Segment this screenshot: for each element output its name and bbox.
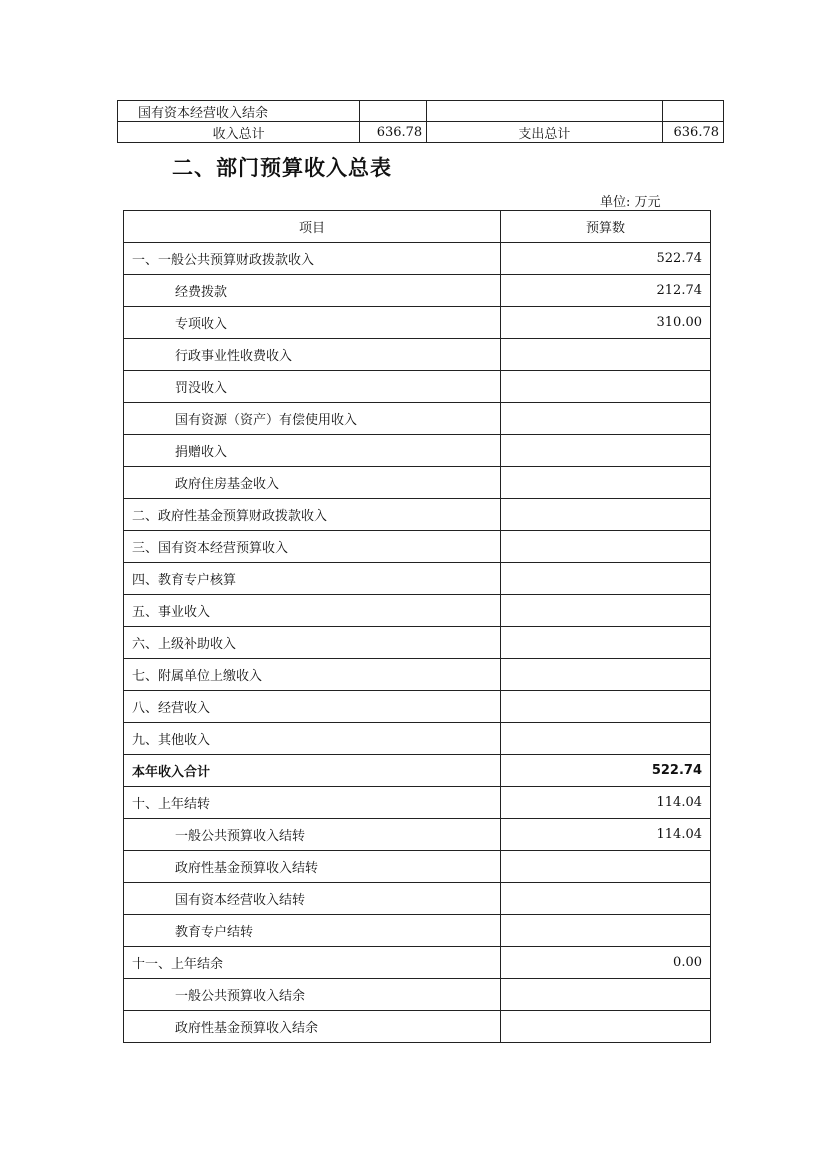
- row-label: 七、附属单位上缴收入: [124, 659, 501, 691]
- row-value: [501, 403, 711, 435]
- row-label: 教育专户结转: [124, 915, 501, 947]
- row-value: [501, 531, 711, 563]
- table-row: [124, 883, 711, 915]
- row-label: 政府住房基金收入: [124, 467, 501, 499]
- row-label: 一般公共预算收入结转: [124, 819, 501, 851]
- row-label: 十、上年结转: [124, 787, 501, 819]
- row-value: [501, 627, 711, 659]
- row-value: [501, 435, 711, 467]
- table-row: [124, 243, 711, 275]
- row-label: 政府性基金预算收入结余: [124, 1011, 501, 1043]
- table-row: [124, 307, 711, 339]
- row-label: 一、一般公共预算财政拨款收入: [124, 243, 501, 275]
- table-row: [124, 915, 711, 947]
- row-value: 114.04: [501, 819, 711, 851]
- row-label: 三、国有资本经营预算收入: [124, 531, 501, 563]
- row-value: [501, 563, 711, 595]
- table-row: [124, 691, 711, 723]
- row-value: [501, 915, 711, 947]
- row-label: 经费拨款: [124, 275, 501, 307]
- table-row: [118, 101, 724, 122]
- income-total-label: 收入总计: [118, 122, 360, 143]
- row-label: 八、经营收入: [124, 691, 501, 723]
- table-row: [124, 531, 711, 563]
- table-row: [124, 339, 711, 371]
- row-value: 212.74: [501, 275, 711, 307]
- row-label: 政府性基金预算收入结转: [124, 851, 501, 883]
- table-row: [124, 371, 711, 403]
- income-total-value: 636.78: [360, 122, 427, 143]
- row-value: 522.74: [501, 243, 711, 275]
- row-value: [501, 691, 711, 723]
- table-row: [124, 499, 711, 531]
- continuation-table: [117, 100, 724, 143]
- table-row: [124, 595, 711, 627]
- row-label: 国有资源（资产）有偿使用收入: [124, 403, 501, 435]
- table-body: [124, 243, 711, 1043]
- table-header-row: [124, 211, 711, 243]
- table-row: [124, 851, 711, 883]
- row-label: 专项收入: [124, 307, 501, 339]
- row-value: [501, 723, 711, 755]
- table-row: [124, 819, 711, 851]
- table-row: [124, 403, 711, 435]
- row-label: 十一、上年结余: [124, 947, 501, 979]
- row-label: 九、其他收入: [124, 723, 501, 755]
- header-value: 预算数: [501, 211, 711, 243]
- row-value: [501, 979, 711, 1011]
- expense-total-label: 支出总计: [427, 122, 662, 143]
- row-value: [501, 851, 711, 883]
- table-row: [124, 723, 711, 755]
- row-value: [501, 883, 711, 915]
- row-label: 国有资本经营收入结转: [124, 883, 501, 915]
- row-label: 捐赠收入: [124, 435, 501, 467]
- row-value: [360, 101, 427, 122]
- row-value: [501, 595, 711, 627]
- table-row: [124, 435, 711, 467]
- row-label: 一般公共预算收入结余: [124, 979, 501, 1011]
- table-row: [124, 627, 711, 659]
- section-title: 二、部门预算收入总表: [172, 156, 392, 180]
- row-label: 六、上级补助收入: [124, 627, 501, 659]
- row-label: 二、政府性基金预算财政拨款收入: [124, 499, 501, 531]
- row-value: 522.74: [501, 755, 711, 787]
- row-label: 行政事业性收费收入: [124, 339, 501, 371]
- row-value: 0.00: [501, 947, 711, 979]
- table-row: [124, 1011, 711, 1043]
- budget-income-table: [123, 210, 711, 1043]
- table-row: [124, 659, 711, 691]
- row-value: [501, 499, 711, 531]
- header-item: 项目: [124, 211, 501, 243]
- row-value: [501, 659, 711, 691]
- table-row: [124, 947, 711, 979]
- row-label: 四、教育专户核算: [124, 563, 501, 595]
- row-label: 五、事业收入: [124, 595, 501, 627]
- table-row: [124, 755, 711, 787]
- row-label: 罚没收入: [124, 371, 501, 403]
- table-row: [124, 275, 711, 307]
- table-row: [124, 467, 711, 499]
- table-row: [118, 122, 724, 143]
- row-label: 国有资本经营收入结余: [118, 101, 360, 122]
- table-row: [124, 787, 711, 819]
- row-value: [501, 467, 711, 499]
- row-label: [427, 101, 662, 122]
- row-value: [501, 371, 711, 403]
- row-value: [501, 339, 711, 371]
- table-row: [124, 563, 711, 595]
- row-value: [662, 101, 723, 122]
- expense-total-value: 636.78: [662, 122, 723, 143]
- table-row: [124, 979, 711, 1011]
- unit-label: 单位: 万元: [600, 195, 661, 210]
- row-value: [501, 1011, 711, 1043]
- row-value: 310.00: [501, 307, 711, 339]
- row-value: 114.04: [501, 787, 711, 819]
- row-label: 本年收入合计: [124, 755, 501, 787]
